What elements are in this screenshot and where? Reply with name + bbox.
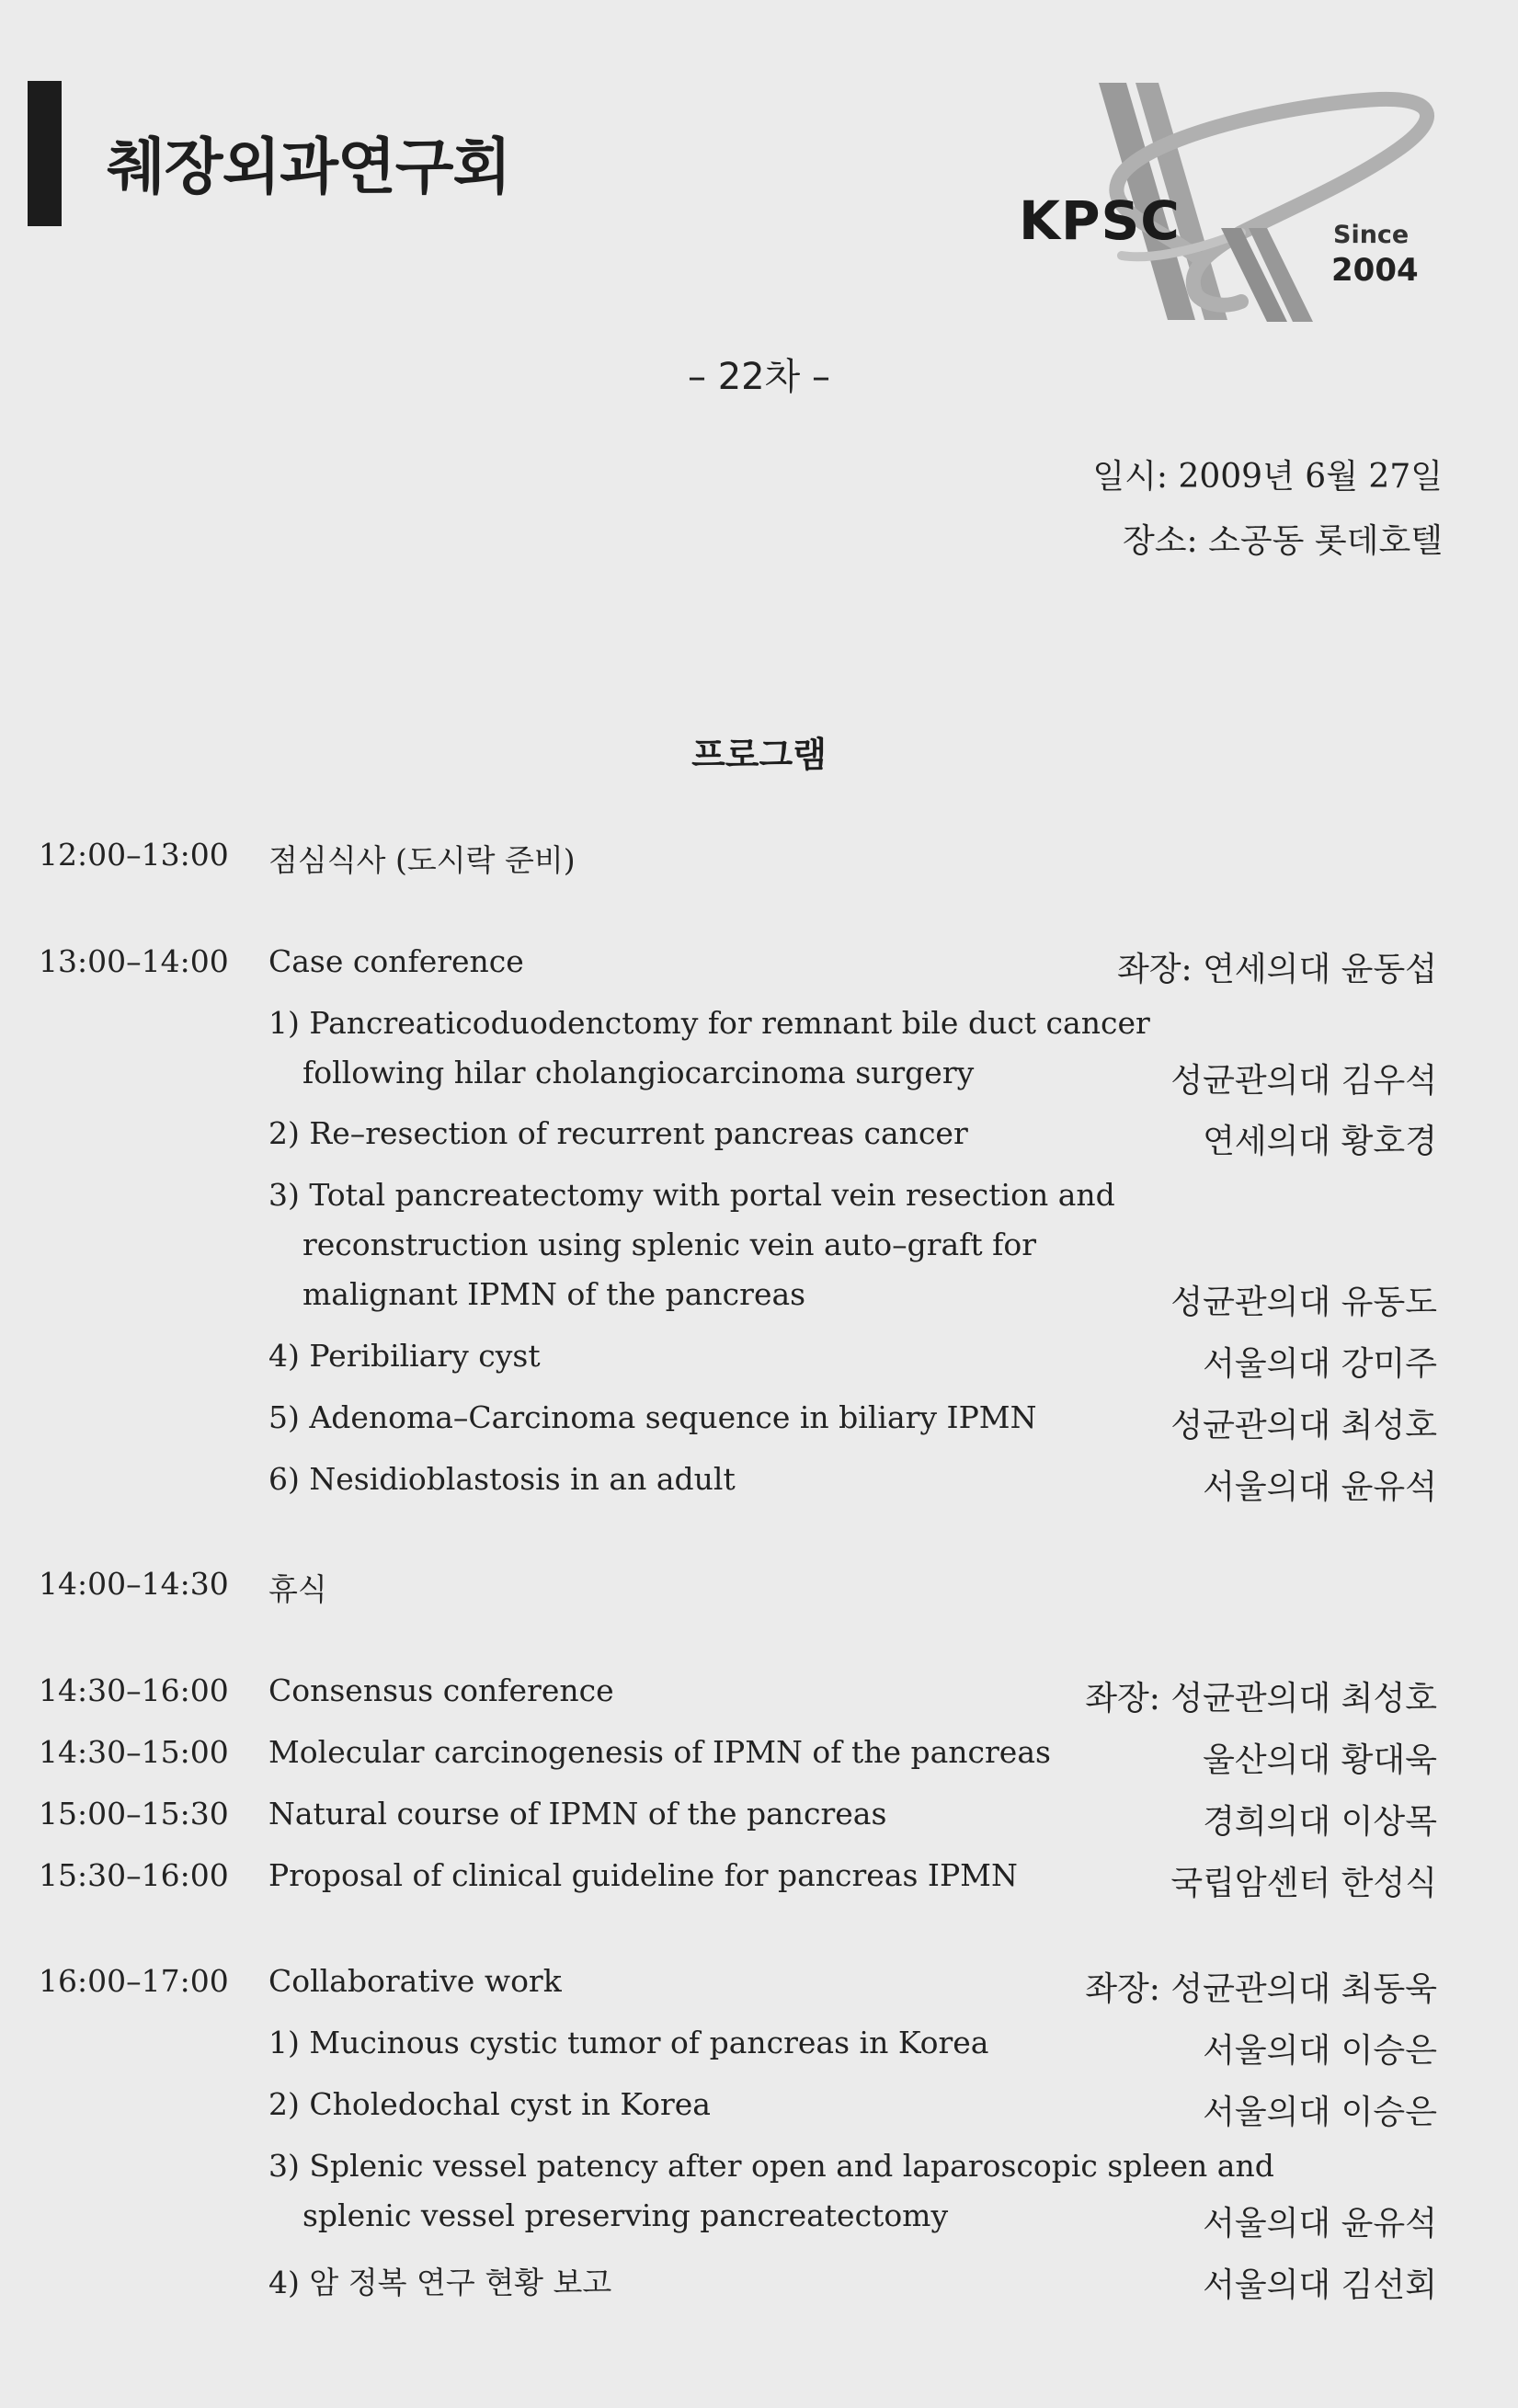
row-speaker: 서울의대 강미주 xyxy=(1203,1345,1437,1383)
row-speaker: 서울의대 김선회 xyxy=(1203,2266,1437,2304)
schedule-row xyxy=(0,1227,1518,1272)
row-title: 6) Nesidioblastosis in an adult xyxy=(268,1461,736,1497)
schedule-row xyxy=(0,1115,1518,1161)
program-title: 프로그램 xyxy=(691,735,827,775)
schedule-row xyxy=(0,2148,1518,2194)
schedule-row xyxy=(0,1399,1518,1445)
session-label: – 22차 – xyxy=(688,356,830,398)
row-title: Case conference xyxy=(268,943,524,979)
row-title: 3) Splenic vessel patency after open and laparoscopic spleen and xyxy=(268,2148,1274,2184)
row-speaker: 성균관의대 최성호 xyxy=(1170,1407,1437,1444)
row-title: 4) 암 정복 연구 현황 보고 xyxy=(268,2265,612,2300)
schedule-row xyxy=(0,1796,1518,1842)
schedule-row xyxy=(0,2259,1518,2305)
row-time: 14:30–16:00 xyxy=(39,1672,229,1708)
schedule-row xyxy=(0,1461,1518,1507)
schedule-row xyxy=(0,1055,1518,1101)
row-time: 15:30–16:00 xyxy=(39,1857,229,1893)
row-title: 3) Total pancreatectomy with portal vein resection and xyxy=(268,1177,1115,1213)
row-title: Proposal of clinical guideline for pancreas IPMN xyxy=(268,1857,1018,1893)
schedule-row xyxy=(0,2025,1518,2071)
row-speaker: 연세의대 황호경 xyxy=(1203,1123,1437,1160)
schedule-row xyxy=(0,1338,1518,1384)
row-speaker: 서울의대 윤유석 xyxy=(1203,1468,1437,1506)
schedule-row xyxy=(0,1672,1518,1718)
schedule-row xyxy=(0,1005,1518,1051)
logo-since-label: Since xyxy=(1333,221,1410,249)
row-title: 점심식사 (도시락 준비) xyxy=(268,842,576,878)
schedule-row xyxy=(0,837,1518,883)
schedule-row xyxy=(0,1963,1518,2009)
row-time: 14:30–15:00 xyxy=(39,1734,229,1770)
row-speaker: 국립암센터 한성식 xyxy=(1170,1865,1437,1902)
row-speaker: 서울의대 이승은 xyxy=(1203,2094,1437,2131)
logo-since-year: 2004 xyxy=(1331,252,1419,289)
kpsc-logo xyxy=(1011,72,1453,331)
row-time: 13:00–14:00 xyxy=(39,943,229,979)
row-speaker: 좌장: 연세의대 윤동섭 xyxy=(1117,951,1437,988)
schedule-row xyxy=(0,1276,1518,1322)
row-title: malignant IPMN of the pancreas xyxy=(302,1276,806,1312)
schedule-row xyxy=(0,943,1518,989)
row-title: Natural course of IPMN of the pancreas xyxy=(268,1796,887,1832)
row-speaker: 경희의대 이상목 xyxy=(1203,1803,1437,1841)
row-title: 1) Mucinous cystic tumor of pancreas in Korea xyxy=(268,2025,989,2060)
schedule-row xyxy=(0,1734,1518,1780)
meeting-venue: 장소: 소공동 롯데호텔 xyxy=(1123,522,1443,560)
row-title: 2) Choledochal cyst in Korea xyxy=(268,2086,711,2122)
schedule-row xyxy=(0,2086,1518,2132)
schedule-row xyxy=(0,2197,1518,2243)
row-speaker: 좌장: 성균관의대 최동욱 xyxy=(1085,1970,1437,2008)
row-title: reconstruction using splenic vein auto–graft for xyxy=(302,1227,1036,1262)
row-speaker: 서울의대 윤유석 xyxy=(1203,2205,1437,2243)
schedule-row xyxy=(0,1177,1518,1223)
row-title: Collaborative work xyxy=(268,1963,562,1999)
schedule-row xyxy=(0,1857,1518,1903)
row-title: 휴식 xyxy=(268,1571,327,1607)
row-title: Molecular carcinogenesis of IPMN of the pancreas xyxy=(268,1734,1051,1770)
row-time: 16:00–17:00 xyxy=(39,1963,229,1999)
schedule-row xyxy=(0,1566,1518,1612)
header-bar xyxy=(28,81,62,226)
row-title: 2) Re–resection of recurrent pancreas cancer xyxy=(268,1115,968,1151)
row-speaker: 성균관의대 김우석 xyxy=(1170,1062,1437,1100)
row-title: 5) Adenoma–Carcinoma sequence in biliary IPMN xyxy=(268,1399,1037,1435)
row-time: 12:00–13:00 xyxy=(39,837,229,873)
logo-text: KPSC xyxy=(1019,189,1181,252)
row-title: splenic vessel preserving pancreatectomy xyxy=(302,2197,949,2233)
row-time: 14:00–14:30 xyxy=(39,1566,229,1602)
row-time: 15:00–15:30 xyxy=(39,1796,229,1832)
org-title: 췌장외과연구회 xyxy=(107,131,511,202)
row-title: Consensus conference xyxy=(268,1672,614,1708)
row-speaker: 좌장: 성균관의대 최성호 xyxy=(1085,1680,1437,1718)
row-speaker: 울산의대 황대욱 xyxy=(1203,1741,1437,1779)
row-speaker: 서울의대 이승은 xyxy=(1203,2032,1437,2070)
row-title: 1) Pancreaticoduodenctomy for remnant bile duct cancer xyxy=(268,1005,1150,1041)
meeting-date: 일시: 2009년 6월 27일 xyxy=(1092,458,1443,496)
row-title: following hilar cholangiocarcinoma surgery xyxy=(302,1055,975,1090)
row-speaker: 성균관의대 유동도 xyxy=(1170,1284,1437,1321)
row-title: 4) Peribiliary cyst xyxy=(268,1338,541,1374)
